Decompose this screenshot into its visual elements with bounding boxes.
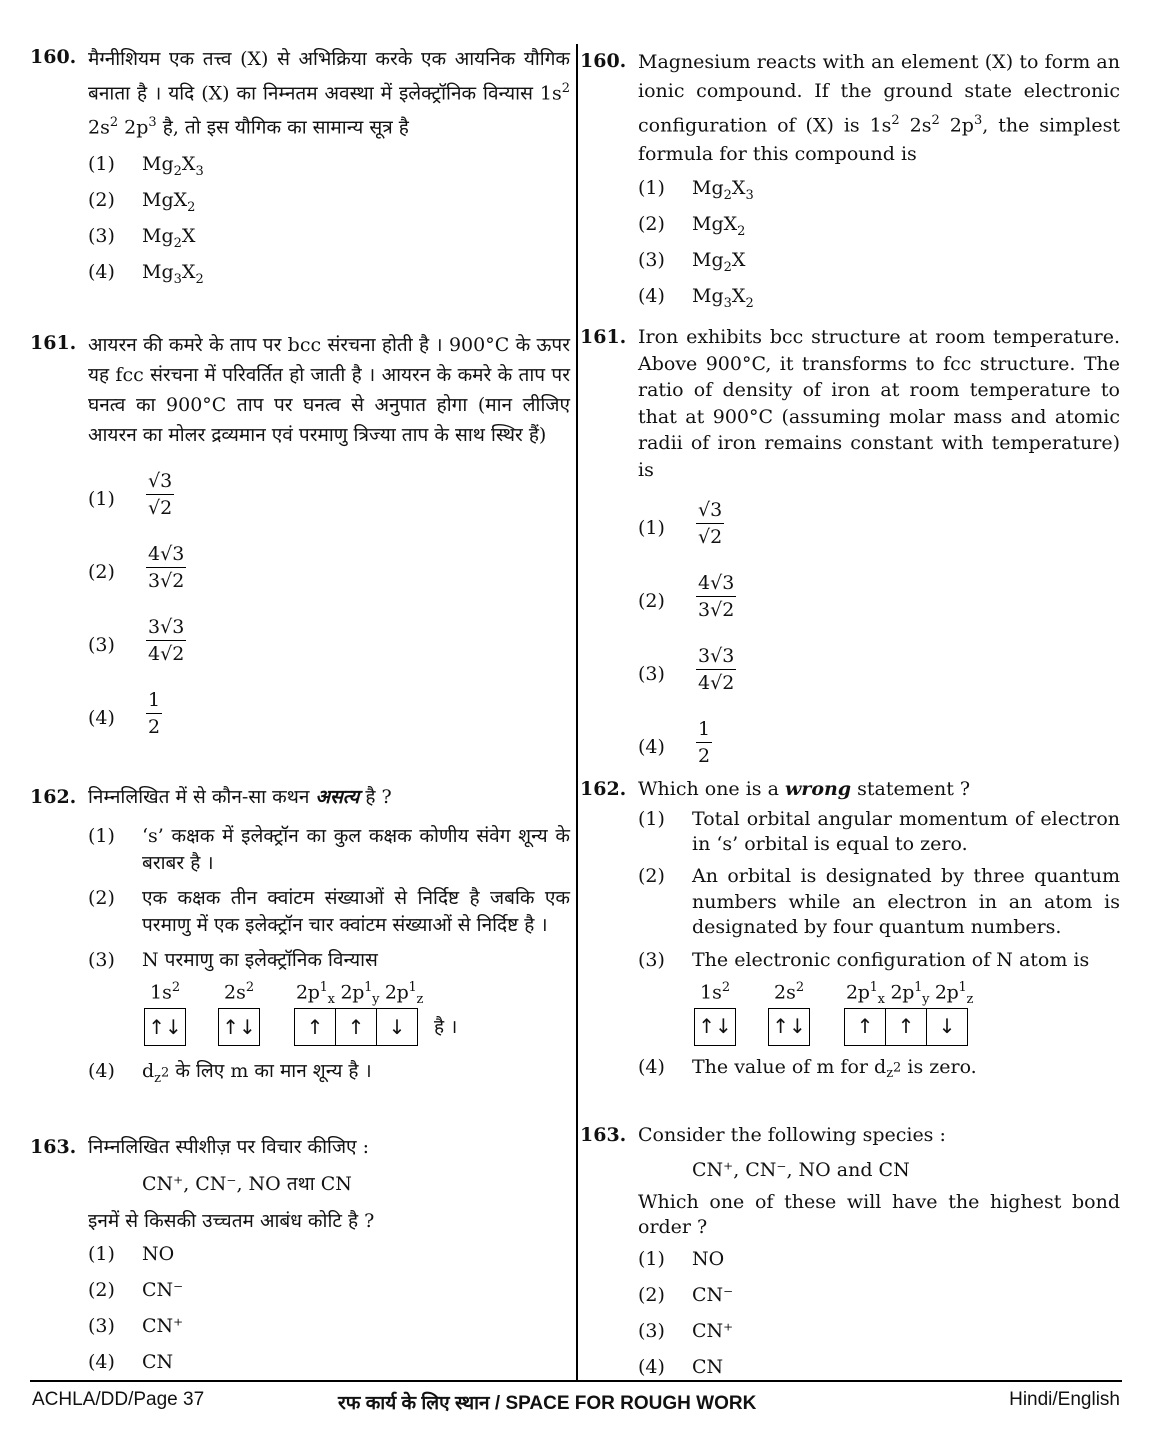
question-163-hi xyxy=(30,1134,570,1381)
option-formula: $Mg_2X_3$ xyxy=(142,152,204,179)
option-fraction xyxy=(146,614,186,667)
orbital-box-2p: ↑ ↑ ↓ xyxy=(844,1008,968,1046)
option-2 xyxy=(30,1273,570,1309)
option-value: CN⁺ xyxy=(142,1315,184,1337)
option-number: (3) xyxy=(638,663,665,685)
option-1 xyxy=(30,464,570,537)
option-fraction xyxy=(146,468,174,521)
denominator: √2 xyxy=(698,526,723,548)
option-number: (2) xyxy=(638,213,665,236)
denominator: 2 xyxy=(148,716,161,738)
option-fraction xyxy=(146,687,162,740)
orbital-box-2s: ↑↓ xyxy=(768,1008,810,1046)
option-4 xyxy=(30,255,570,291)
option-formula: $Mg_2X_3$ xyxy=(692,177,754,204)
option-value: CN⁻ xyxy=(692,1284,734,1306)
denominator: 4√2 xyxy=(148,643,185,665)
option-1 xyxy=(30,1237,570,1273)
numerator: 4√3 xyxy=(696,570,736,597)
option-formula: $Mg_3X_2$ xyxy=(692,285,754,312)
option-2: (2) एक कक्षक तीन क्वांटम संख्याओं से निर्दिष्ट है जबकि एक परमाणु में एक इलेक्ट्रॉन चार क्वांटम संख्याओं से निर्दिष्ट है । xyxy=(88,887,570,936)
option-1 xyxy=(580,493,1120,566)
option-number: (2) xyxy=(638,1284,665,1306)
option-number: (4) xyxy=(638,736,665,758)
option-number: (3) xyxy=(638,1320,665,1342)
option-value: CN xyxy=(142,1351,174,1373)
option-3 xyxy=(30,610,570,683)
option-3 xyxy=(580,1314,1120,1350)
option-number: (1) xyxy=(638,1248,665,1270)
orbital-box-2s: ↑↓ xyxy=(218,1008,260,1046)
denominator: 2 xyxy=(698,745,711,767)
option-number: (4) xyxy=(638,285,665,308)
label-1s: $1s^2$ xyxy=(150,980,181,1004)
question-number: 161. xyxy=(30,332,77,354)
option-1: (1) Total orbital angular momentum of electron in ‘s’ orbital is equal to zero. xyxy=(638,808,1120,855)
option-4: (4) The value of m for $d_{z^2}$ is zero. xyxy=(638,1055,977,1082)
option-4: (4) $d_{z^2}$ के लिए m का मान शून्य है । xyxy=(88,1060,372,1086)
question-160-en xyxy=(580,48,1120,315)
option-4 xyxy=(580,712,1120,785)
diagram-suffix: है । xyxy=(434,1016,458,1038)
question-number: 161. xyxy=(580,326,627,348)
option-1 xyxy=(580,1242,1120,1278)
question-text: Iron exhibits bcc structure at room temperature. Above 900°C, it transforms to fcc structure. The ratio of density of iron at room temperature to that at 900°C (assuming molar mass and atomic radii of iron remains constant with temperature) is xyxy=(638,326,1120,481)
question-number: 162. xyxy=(580,778,627,800)
label-2s: $2s^2$ xyxy=(774,979,805,1003)
option-1 xyxy=(580,171,1120,207)
question-162-hi xyxy=(30,784,570,1092)
orbital-box-2p: ↑ ↑ ↓ xyxy=(294,1008,418,1046)
option-3: (3) The electronic configuration of N atom is xyxy=(638,948,1090,971)
option-number: (1) xyxy=(88,152,115,175)
option-number: (1) xyxy=(88,488,115,510)
question-163-en xyxy=(580,1122,1120,1386)
question-text: आयरन की कमरे के ताप पर bcc संरचना होती है । 900°C के ऊपर यह fcc संरचना में परिवर्तित हो जाती है । आयरन के कमरे के ताप पर घनत्व का 900°C ताप पर घनत्व से अनुपात होगा (मान लीजिए आयरन का मोलर द्रव्यमान एवं परमाणु त्रिज्या ताप के साथ स्थिर हैं) xyxy=(88,334,570,446)
option-2 xyxy=(30,183,570,219)
option-value: CN⁻ xyxy=(142,1279,184,1301)
question-number: 163. xyxy=(30,1136,77,1158)
question-160-hi xyxy=(30,44,570,291)
footer-rule xyxy=(30,1380,1122,1382)
option-4 xyxy=(30,1345,570,1381)
option-3 xyxy=(580,639,1120,712)
denominator: 3√2 xyxy=(698,599,735,621)
denominator: 4√2 xyxy=(698,672,735,694)
option-formula: MgX$_2$ xyxy=(692,213,746,240)
option-number: (3) xyxy=(638,249,665,272)
question-161-hi xyxy=(30,330,570,756)
option-fraction xyxy=(696,570,736,623)
question-text: Magnesium reacts with an element (X) to form an ionic compound. If the ground state electronic configuration of (X) is $1s^2$ $2s^2$ $2p^3$, the simplest formula for this compound is xyxy=(638,51,1120,166)
option-1: (1) ‘s’ कक्षक में इलेक्ट्रॉन का कुल कक्षक कोणीय संवेग शून्य के बराबर है । xyxy=(88,825,570,874)
option-4 xyxy=(580,279,1120,315)
question-number: 162. xyxy=(30,786,77,808)
numerator: 3√3 xyxy=(146,614,186,641)
option-2 xyxy=(580,566,1120,639)
question-text: निम्नलिखित स्पीशीज़ पर विचार कीजिए : xyxy=(88,1136,369,1158)
question-number: 160. xyxy=(30,46,77,68)
option-3 xyxy=(30,1309,570,1345)
numerator: √3 xyxy=(146,468,174,495)
species-list: CN⁺, CN⁻, NO and CN xyxy=(692,1159,910,1181)
footer-rough-work: रफ कार्य के लिए स्थान / SPACE FOR ROUGH WORK xyxy=(338,1393,757,1414)
option-3 xyxy=(580,243,1120,279)
species-list: CN⁺, CN⁻, NO तथा CN xyxy=(142,1173,352,1195)
numerator: 1 xyxy=(696,716,712,743)
option-2 xyxy=(30,537,570,610)
orbital-diagram xyxy=(692,974,1120,1050)
option-number: (4) xyxy=(88,1351,115,1373)
orbital-box-1s: ↑↓ xyxy=(144,1008,186,1046)
option-formula: $Mg_2X$ xyxy=(142,224,196,251)
option-value: CN⁺ xyxy=(692,1320,734,1342)
option-2 xyxy=(580,1278,1120,1314)
question-number: 160. xyxy=(580,50,627,72)
column-divider xyxy=(576,44,578,1380)
question-text: Consider the following species : xyxy=(638,1124,946,1146)
option-number: (2) xyxy=(88,188,115,211)
question-161-en xyxy=(580,324,1120,785)
orbital-box-1s: ↑↓ xyxy=(694,1008,736,1046)
footer-language: Hindi/English xyxy=(1009,1389,1120,1410)
denominator: √2 xyxy=(148,497,173,519)
option-3 xyxy=(30,219,570,255)
question-text: Which one is a wrong statement ? xyxy=(638,778,971,800)
question-text: निम्नलिखित में से कौन-सा कथन असत्य है ? xyxy=(88,786,392,808)
option-number: (4) xyxy=(88,707,115,729)
numerator: 3√3 xyxy=(696,643,736,670)
option-number: (1) xyxy=(638,517,665,539)
option-2 xyxy=(580,207,1120,243)
option-fraction xyxy=(696,497,724,550)
option-value: NO xyxy=(692,1248,725,1270)
option-number: (3) xyxy=(88,1315,115,1337)
label-2p: $2p^1_x$ $2p^1_y$ $2p^1_z$ xyxy=(296,980,424,1008)
option-formula: $Mg_3X_2$ xyxy=(142,260,204,287)
option-fraction xyxy=(146,541,186,594)
label-2s: $2s^2$ xyxy=(224,980,255,1004)
option-3: (3) N परमाणु का इलेक्ट्रॉनिक विन्यास xyxy=(88,949,378,971)
option-2: (2) An orbital is designated by three quantum numbers while an electron in an atom is designated by four quantum numbers. xyxy=(638,865,1120,938)
option-1 xyxy=(30,147,570,183)
question-number: 163. xyxy=(580,1124,627,1146)
question-prompt: Which one of these will have the highest bond order ? xyxy=(638,1191,1120,1238)
option-fraction xyxy=(696,716,712,769)
question-prompt: इनमें से किसकी उच्चतम आबंध कोटि है ? xyxy=(88,1210,375,1232)
option-formula: $Mg_2X$ xyxy=(692,249,746,276)
option-number: (4) xyxy=(88,260,115,283)
option-number: (3) xyxy=(88,224,115,247)
option-number: (2) xyxy=(638,590,665,612)
option-formula: MgX$_2$ xyxy=(142,188,196,215)
numerator: 4√3 xyxy=(146,541,186,568)
numerator: √3 xyxy=(696,497,724,524)
option-number: (1) xyxy=(88,1243,115,1265)
denominator: 3√2 xyxy=(148,570,185,592)
numerator: 1 xyxy=(146,687,162,714)
option-number: (2) xyxy=(88,1279,115,1301)
option-number: (1) xyxy=(638,177,665,200)
option-number: (2) xyxy=(88,561,115,583)
label-2p: $2p^1_x$ $2p^1_y$ $2p^1_z$ xyxy=(846,979,974,1007)
orbital-diagram xyxy=(142,974,570,1052)
label-1s: $1s^2$ xyxy=(700,979,731,1003)
question-162-en xyxy=(580,776,1120,1087)
option-fraction xyxy=(696,643,736,696)
option-value: NO xyxy=(142,1243,175,1265)
option-value: CN xyxy=(692,1356,724,1378)
option-4 xyxy=(30,683,570,756)
option-number: (4) xyxy=(638,1356,665,1378)
question-text: मैग्नीशियम एक तत्त्व (X) से अभिक्रिया करके एक आयनिक यौगिक बनाता है । यदि (X) का निम्नतम अवस्था में इलेक्ट्रॉनिक विन्यास $1s^2$ $2s^2$ $2p^3$ है, तो इस यौगिक का सामान्य सूत्र है xyxy=(88,48,570,139)
footer-page-id: ACHLA/DD/Page 37 xyxy=(32,1389,205,1410)
option-number: (3) xyxy=(88,634,115,656)
